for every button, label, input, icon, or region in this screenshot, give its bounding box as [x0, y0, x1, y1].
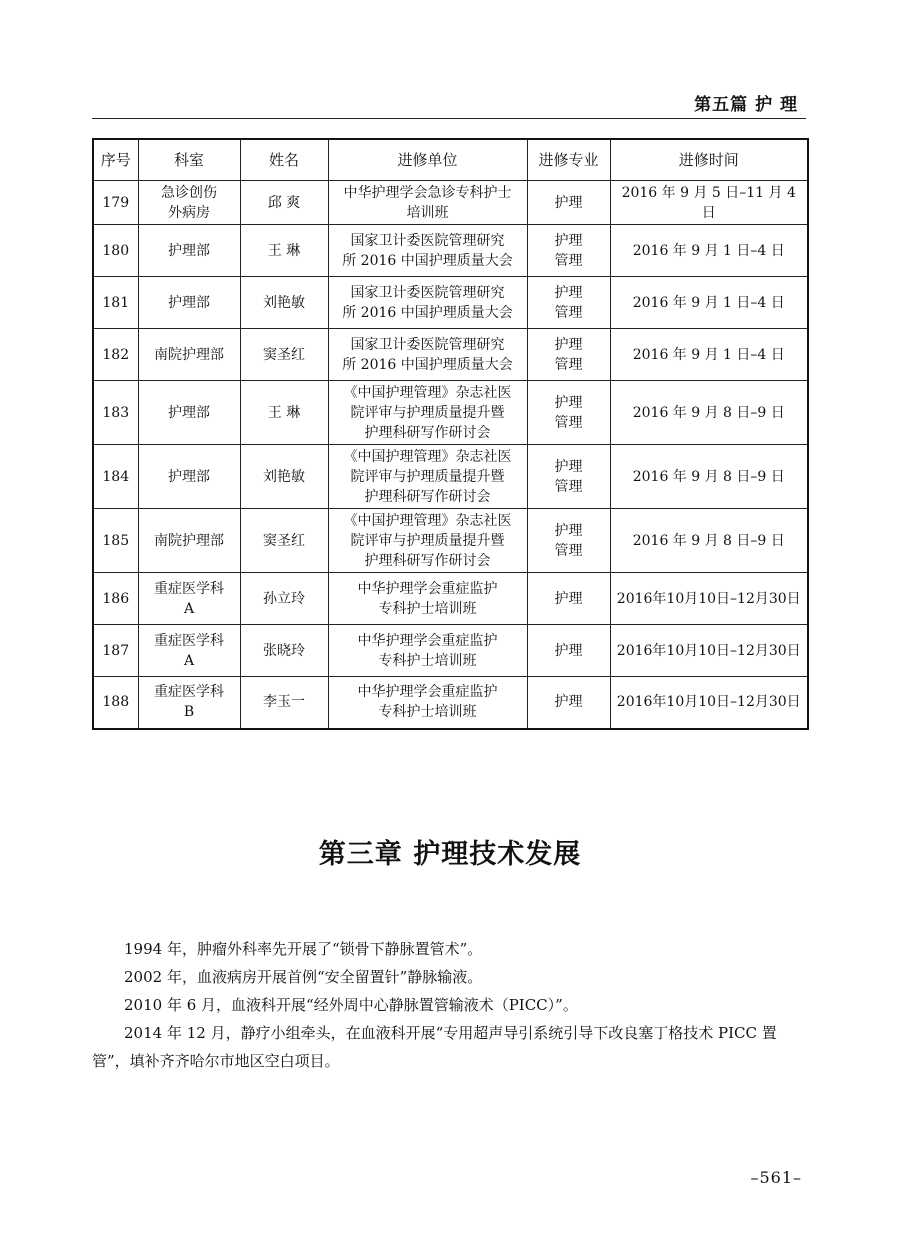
cell-no: 183	[93, 381, 138, 445]
training-records-table	[92, 138, 809, 730]
column-header: 科室	[138, 139, 240, 181]
cell-time: 2016 年 9 月 1 日–4 日	[610, 277, 808, 329]
cell-major-line: 管理	[554, 252, 583, 269]
cell-unit	[328, 625, 527, 677]
column-header: 姓名	[240, 139, 328, 181]
cell-time: 2016 年 9 月 1 日–4 日	[610, 225, 808, 277]
cell-dept-line: 重症医学科	[154, 580, 224, 597]
cell-dept-line: 外病房	[168, 204, 210, 221]
cell-major-line: 护理	[554, 394, 583, 411]
cell-major	[527, 625, 610, 677]
cell-no: 179	[93, 181, 138, 225]
cell-dept-line: A	[183, 600, 195, 617]
cell-major-line: 护理	[554, 522, 583, 539]
cell-no: 184	[93, 445, 138, 509]
cell-major	[527, 573, 610, 625]
cell-no: 180	[93, 225, 138, 277]
cell-unit-line: 护理科研写作研讨会	[364, 488, 491, 505]
column-header: 进修专业	[527, 139, 610, 181]
running-header	[92, 88, 806, 119]
cell-unit	[328, 445, 527, 509]
cell-unit-line: 所 2016 中国护理质量大会	[342, 356, 513, 373]
cell-dept-line: 护理部	[168, 468, 210, 485]
cell-unit	[328, 277, 527, 329]
cell-dept-line: 重症医学科	[154, 684, 224, 701]
cell-major	[527, 181, 610, 225]
cell-major-line: 护理	[554, 694, 583, 711]
cell-major-line: 护理	[554, 458, 583, 475]
table-row	[93, 625, 808, 677]
column-header: 进修单位	[328, 139, 527, 181]
cell-dept-line: A	[183, 652, 195, 669]
cell-major-line: 护理	[554, 194, 583, 211]
cell-major	[527, 509, 610, 573]
cell-major-line: 管理	[554, 542, 583, 559]
cell-major	[527, 329, 610, 381]
cell-unit-line: 院评审与护理质量提升暨	[350, 468, 505, 485]
cell-major	[527, 277, 610, 329]
chapter-body	[92, 935, 808, 1075]
cell-unit	[328, 181, 527, 225]
cell-unit-line: 院评审与护理质量提升暨	[350, 404, 505, 421]
cell-unit-line: 专科护士培训班	[378, 704, 477, 721]
cell-major	[527, 225, 610, 277]
cell-unit-line: 中华护理学会重症监护	[357, 632, 498, 649]
paragraph: 2014 年 12 月，静疗小组牵头，在血液科开展“专用超声导引系统引导下改良塞丁格技术 PICC 置管”，填补齐齐哈尔市地区空白项目。	[92, 1024, 777, 1070]
page-number: –561–	[750, 1168, 802, 1187]
cell-dept	[138, 329, 240, 381]
cell-name: 邱 爽	[240, 181, 328, 225]
cell-major-line: 护理	[554, 590, 583, 607]
cell-time: 2016 年 9 月 1 日–4 日	[610, 329, 808, 381]
cell-dept	[138, 277, 240, 329]
table-row	[93, 573, 808, 625]
cell-unit-line: 国家卫计委医院管理研究	[350, 232, 505, 249]
chapter-title: 第三章 护理技术发展	[318, 839, 582, 870]
table-row	[93, 509, 808, 573]
cell-time: 2016年10月10日–12月30日	[610, 573, 808, 625]
table-row	[93, 677, 808, 729]
running-header-section: 第五篇 护 理	[694, 95, 798, 115]
cell-no: 187	[93, 625, 138, 677]
column-header: 序号	[93, 139, 138, 181]
cell-no: 186	[93, 573, 138, 625]
cell-dept	[138, 381, 240, 445]
cell-no: 188	[93, 677, 138, 729]
cell-unit-line: 院评审与护理质量提升暨	[350, 532, 505, 549]
cell-unit-line: 《中国护理管理》杂志社医	[343, 512, 512, 529]
paragraph: 1994 年，肿瘤外科率先开展了“锁骨下静脉置管术”。	[124, 940, 483, 958]
table-row	[93, 277, 808, 329]
cell-major	[527, 677, 610, 729]
cell-major-line: 管理	[554, 304, 583, 321]
cell-unit	[328, 381, 527, 445]
cell-dept	[138, 225, 240, 277]
cell-unit-line: 中华护理学会急诊专科护士	[343, 184, 512, 201]
table-row	[93, 225, 808, 277]
cell-time: 2016年10月10日–12月30日	[610, 677, 808, 729]
cell-unit	[328, 225, 527, 277]
cell-dept-line: B	[183, 704, 195, 721]
cell-unit-line: 护理科研写作研讨会	[364, 424, 491, 441]
cell-major-line: 护理	[554, 642, 583, 659]
cell-dept-line: 护理部	[168, 242, 210, 259]
cell-name: 刘艳敏	[240, 445, 328, 509]
cell-dept-line: 南院护理部	[154, 532, 224, 549]
cell-major-line: 管理	[554, 414, 583, 431]
cell-dept	[138, 181, 240, 225]
cell-unit-line: 中华护理学会重症监护	[357, 684, 498, 701]
cell-name: 孙立玲	[240, 573, 328, 625]
cell-major-line: 护理	[554, 232, 583, 249]
cell-dept	[138, 677, 240, 729]
cell-unit-line: 中华护理学会重症监护	[357, 580, 498, 597]
paragraph: 2002 年，血液病房开展首例“安全留置针”静脉输液。	[124, 968, 483, 986]
cell-no: 182	[93, 329, 138, 381]
cell-name: 窦圣红	[240, 509, 328, 573]
cell-unit	[328, 573, 527, 625]
paragraph: 2010 年 6 月，血液科开展“经外周中心静脉置管输液术（PICC）”。	[124, 996, 578, 1014]
cell-time: 2016年10月10日–12月30日	[610, 625, 808, 677]
cell-dept-line: 护理部	[168, 404, 210, 421]
table-row	[93, 381, 808, 445]
cell-unit-line: 国家卫计委医院管理研究	[350, 284, 505, 301]
cell-name: 王 琳	[240, 381, 328, 445]
cell-dept	[138, 625, 240, 677]
cell-unit	[328, 509, 527, 573]
cell-unit-line: 所 2016 中国护理质量大会	[342, 252, 513, 269]
table-row	[93, 329, 808, 381]
cell-dept-line: 南院护理部	[154, 346, 224, 363]
cell-unit-line: 培训班	[406, 204, 449, 221]
table-row	[93, 445, 808, 509]
cell-no: 185	[93, 509, 138, 573]
cell-major	[527, 381, 610, 445]
cell-unit-line: 专科护士培训班	[378, 600, 477, 617]
cell-dept-line: 重症医学科	[154, 632, 224, 649]
cell-major	[527, 445, 610, 509]
table-header-row	[93, 139, 808, 181]
table-row	[93, 181, 808, 225]
cell-unit-line: 《中国护理管理》杂志社医	[343, 448, 512, 465]
cell-unit	[328, 677, 527, 729]
cell-time: 2016 年 9 月 5 日–11 月 4 日	[610, 181, 808, 225]
cell-name: 王 琳	[240, 225, 328, 277]
cell-unit-line: 专科护士培训班	[378, 652, 477, 669]
cell-time: 2016 年 9 月 8 日–9 日	[610, 445, 808, 509]
cell-dept	[138, 509, 240, 573]
cell-major-line: 管理	[554, 356, 583, 373]
column-header: 进修时间	[610, 139, 808, 181]
cell-name: 刘艳敏	[240, 277, 328, 329]
cell-major-line: 护理	[554, 336, 583, 353]
cell-name: 李玉一	[240, 677, 328, 729]
cell-name: 张晓玲	[240, 625, 328, 677]
cell-dept	[138, 445, 240, 509]
cell-time: 2016 年 9 月 8 日–9 日	[610, 381, 808, 445]
cell-unit	[328, 329, 527, 381]
cell-major-line: 管理	[554, 478, 583, 495]
cell-name: 窦圣红	[240, 329, 328, 381]
cell-dept-line: 护理部	[168, 294, 210, 311]
cell-major-line: 护理	[554, 284, 583, 301]
cell-no: 181	[93, 277, 138, 329]
cell-dept-line: 急诊创伤	[161, 184, 217, 201]
cell-time: 2016 年 9 月 8 日–9 日	[610, 509, 808, 573]
cell-unit-line: 护理科研写作研讨会	[364, 552, 491, 569]
cell-unit-line: 《中国护理管理》杂志社医	[343, 384, 512, 401]
cell-unit-line: 国家卫计委医院管理研究	[350, 336, 505, 353]
cell-dept	[138, 573, 240, 625]
cell-unit-line: 所 2016 中国护理质量大会	[342, 304, 513, 321]
